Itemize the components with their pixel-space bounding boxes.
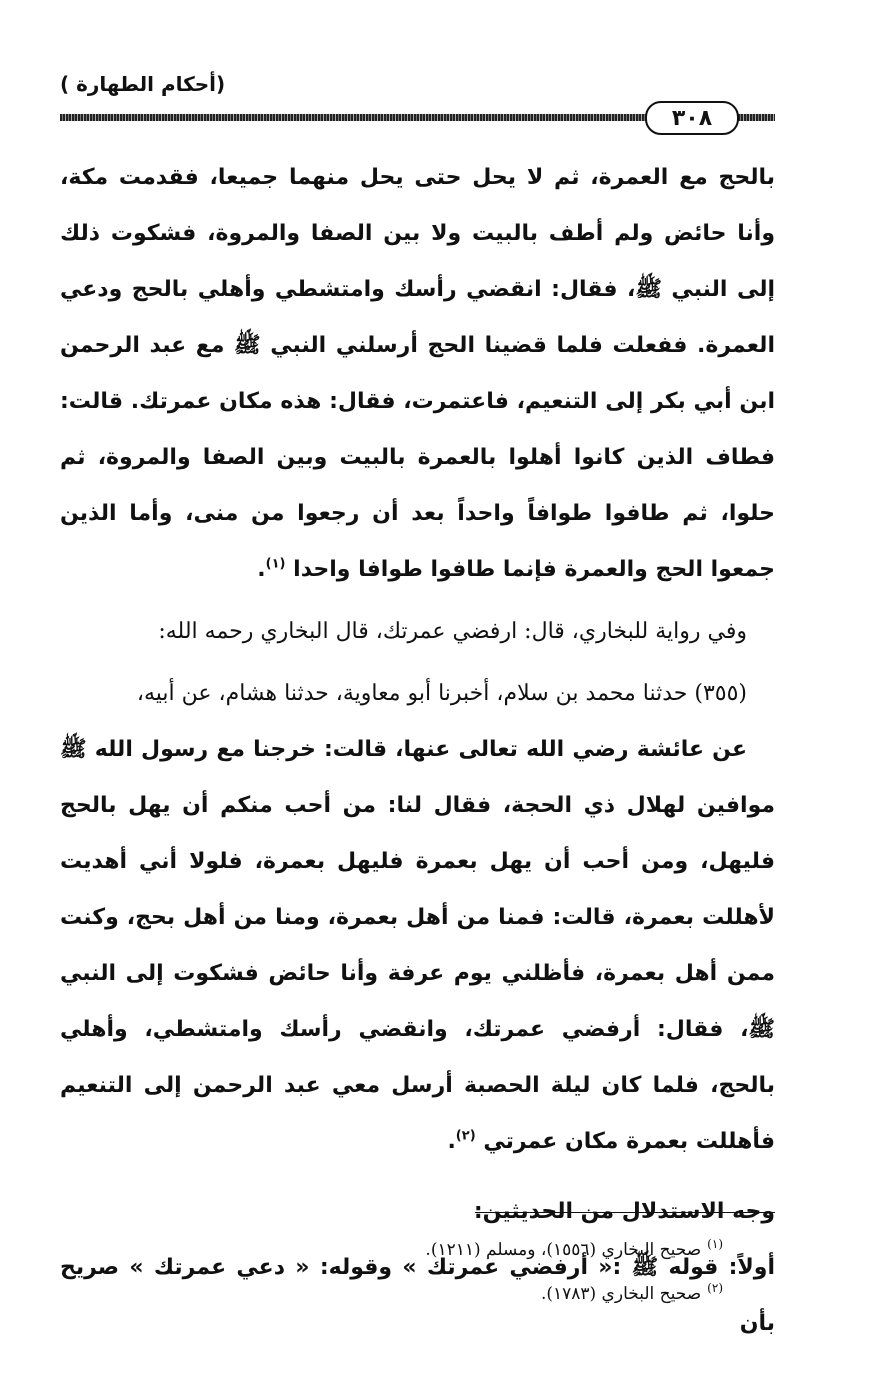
- footnote: [123, 1272, 723, 1316]
- footnote-text: صحيح البخاري (١٥٥٦)، ومسلم (١٢١١).: [425, 1240, 702, 1260]
- footnote-divider: [475, 1212, 775, 1213]
- paragraph-text: عن عائشة رضي الله تعالى عنها، قالت: خرجنا مع رسول الله ﷺ موافين لهلال ذي الحجة، فقال لنا: من أحب منكم أن يهل بالحج فليهل، ومن أحب أن يهل بعمرة فليهل بعمرة، فلولا أني أهديت لأهللت بعمرة، قالت: فمنا من أهل بعمرة، ومنا من أهل بحج، وكنت ممن أهل بعمرة، فأظلني يوم عرفة وأنا حائض فشكوت إلى النبي ﷺ، فقال: أرفضي عمرتك، وانقضي رأسك وامتشطي، وأهلي بالحج، فلما كان ليلة الحصبة أرسل معي عبد الرحمن إلى التنعيم فأهللت بعمرة مكان عمرتي: [60, 737, 775, 1154]
- paragraph: [60, 722, 775, 1170]
- paragraph: [60, 150, 775, 598]
- footnote-mark: (٢): [707, 1281, 723, 1296]
- main-text: [60, 150, 775, 1352]
- footnotes: [123, 1228, 723, 1316]
- section-heading: وجه الاستدلال من الحديثين:: [473, 1199, 775, 1224]
- book-title: (أحكام الطهارة ): [60, 72, 226, 96]
- paragraph: وفي رواية للبخاري، قال: ارفضي عمرتك، قال البخاري رحمه الله:: [158, 619, 747, 644]
- footnote-ref: (٢): [455, 1128, 476, 1144]
- paragraph-text: بالحج مع العمرة، ثم لا يحل حتى يحل منهما جميعا، فقدمت مكة، وأنا حائض ولم أطف بالبيت ولا بين الصفا والمروة، فشكوت ذلك إلى النبي ﷺ، فقال: انقضي رأسك وامتشطي وأهلي بالحج ودعي العمرة. ففعلت فلما قضينا الحج أرسلني النبي ﷺ مع عبد الرحمن ابن أبي بكر إلى التنعيم، فاعتمرت، فقال: هذه مكان عمرتك. قالت: فطاف الذين كانوا أهلوا بالعمرة بالبيت وبين الصفا والمروة، ثم حلوا، ثم طافوا طوافاً واحداً بعد أن رجعوا من منى، وأما الذين جمعوا الحج والعمرة فإنما طافوا طوافا واحدا: [60, 165, 775, 582]
- paragraph-end: .: [257, 557, 266, 582]
- paragraph-end: .: [447, 1129, 456, 1154]
- footnote-ref: (١): [265, 556, 286, 572]
- page-header: [60, 60, 775, 130]
- footnote-text: صحيح البخاري (١٧٨٣).: [540, 1284, 702, 1304]
- page-number: ٣٠٨: [645, 101, 739, 135]
- section-text: أولاً: قوله ﷺ :« أرفضي عمرتك » وقوله: « دعي عمرتك » صريح بأن: [60, 1255, 775, 1336]
- footnote-mark: (١): [707, 1237, 723, 1252]
- paragraph: (٣٥٥) حدثنا محمد بن سلام، أخبرنا أبو معاوية، حدثنا هشام، عن أبيه،: [136, 681, 747, 706]
- footnote: [123, 1228, 723, 1272]
